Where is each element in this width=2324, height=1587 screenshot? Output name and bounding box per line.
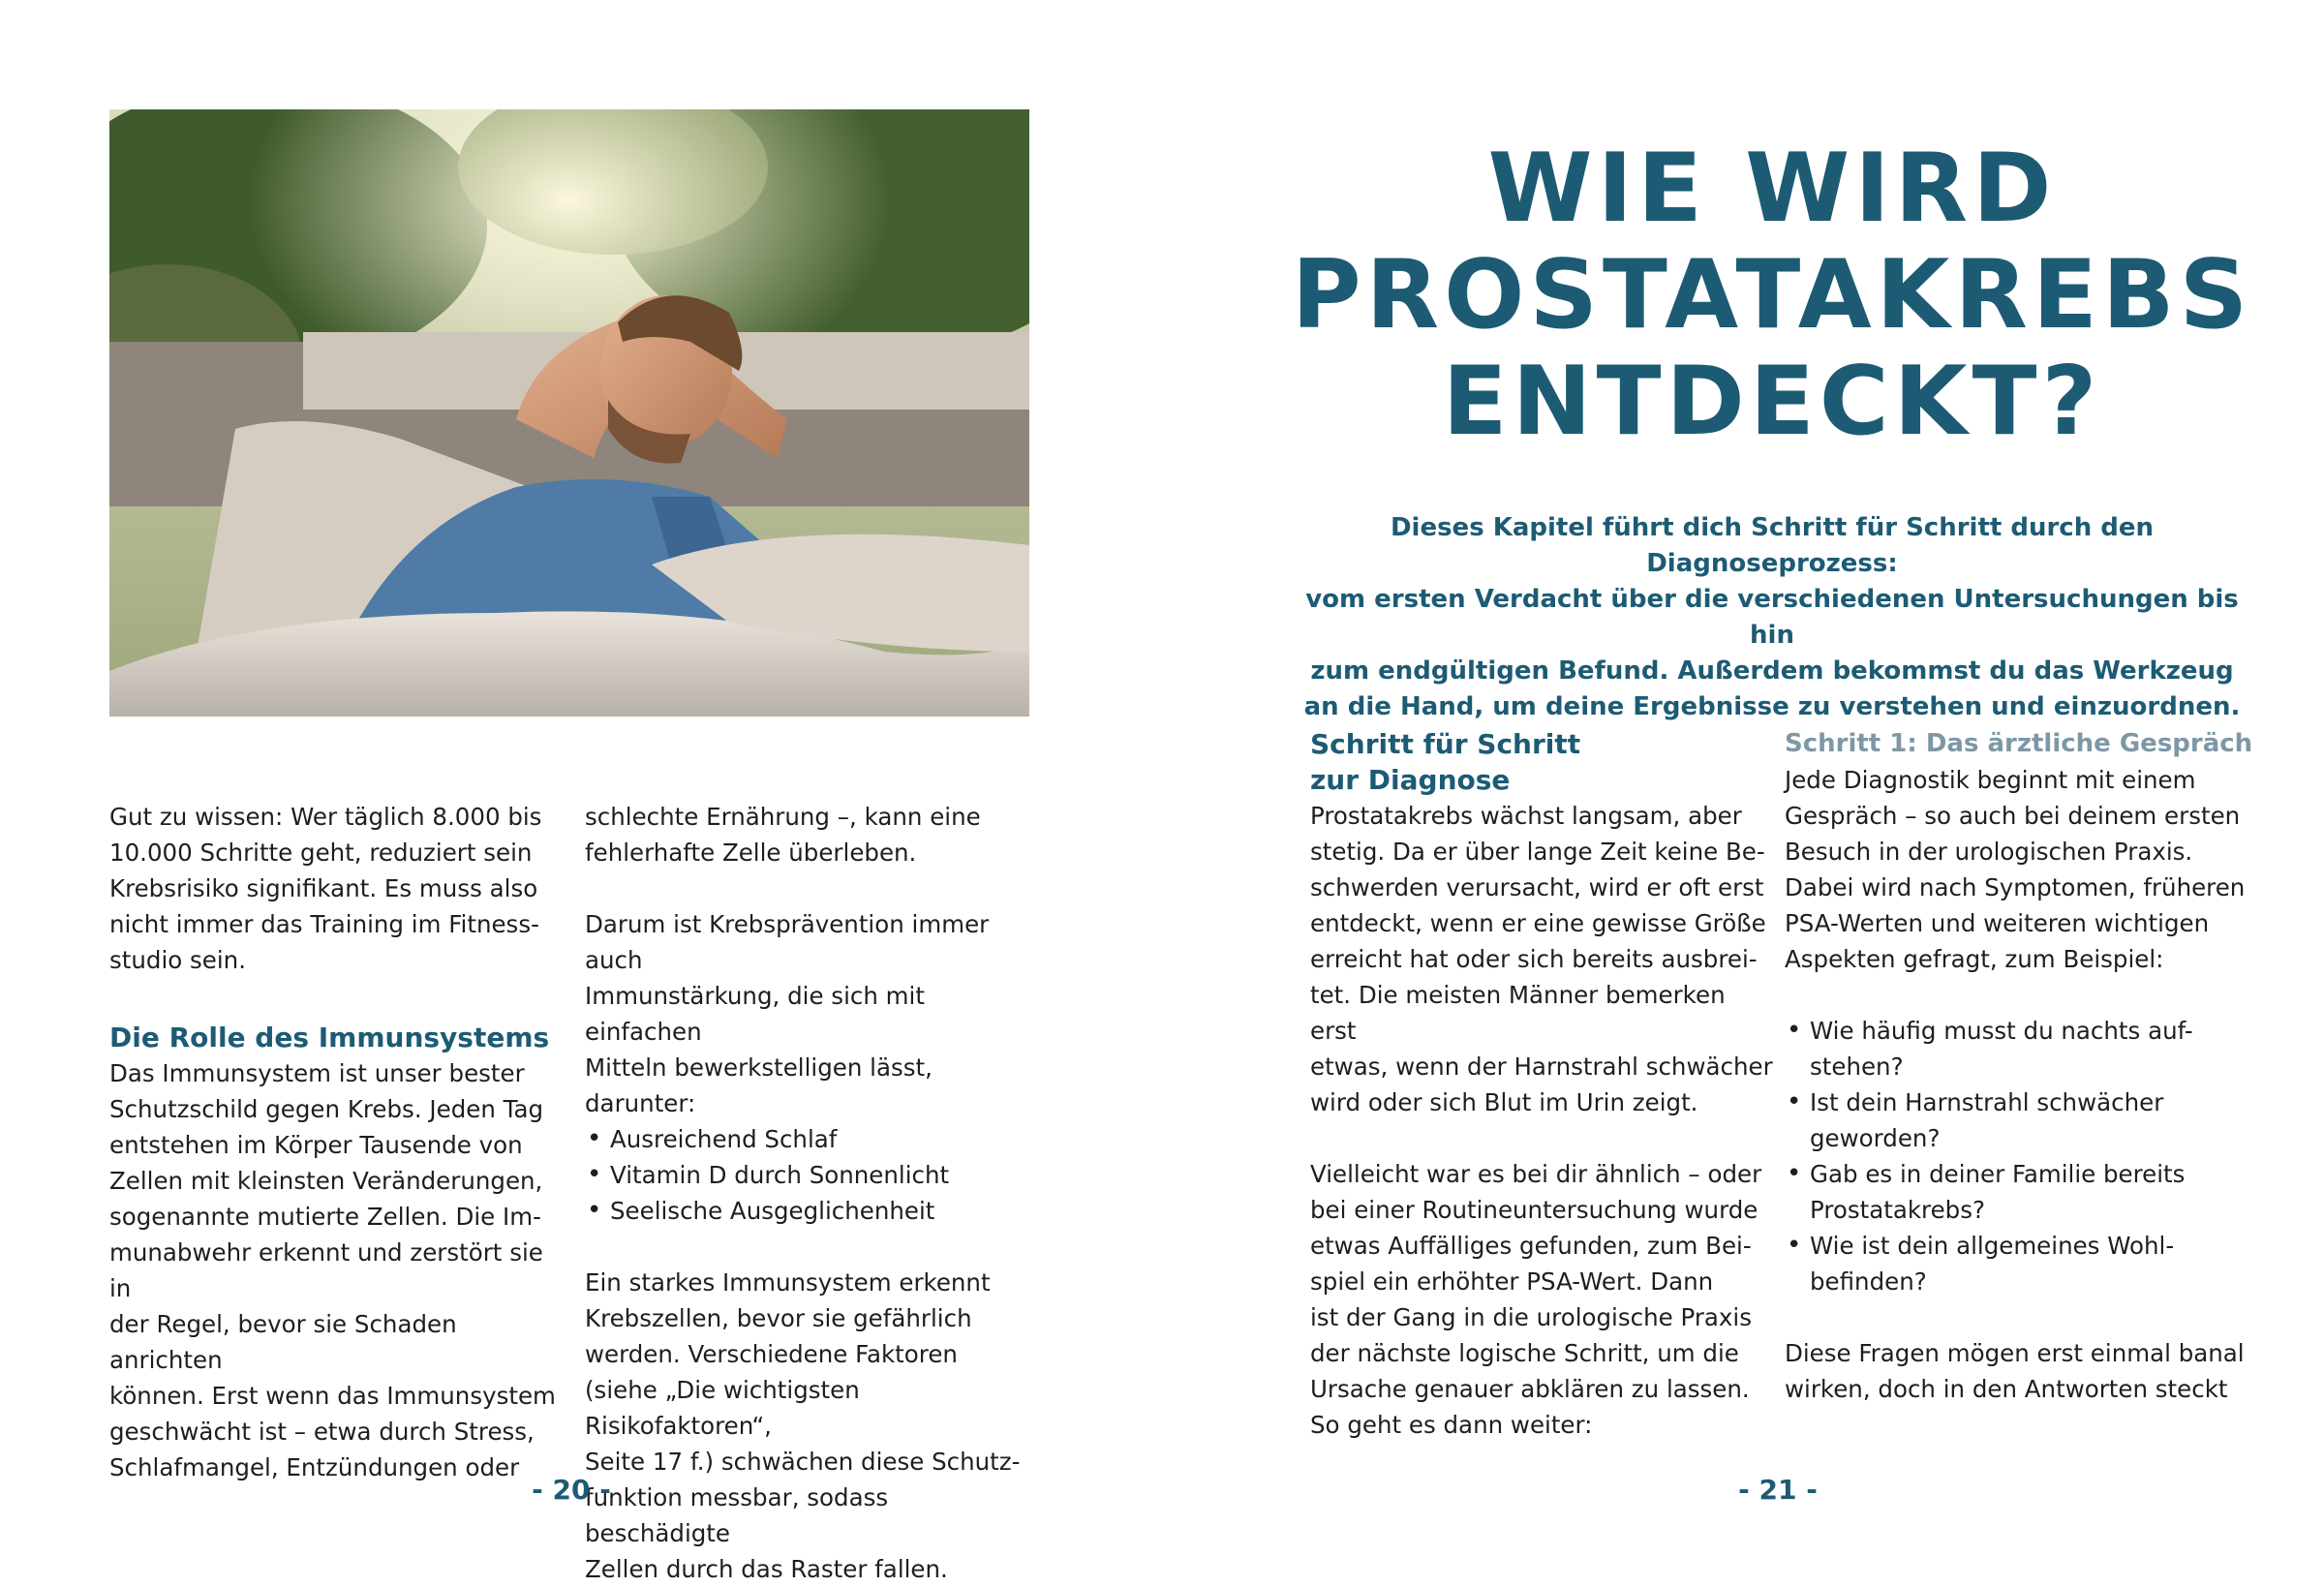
text-line: können. Erst wenn das Immunsystem	[109, 1382, 556, 1410]
photo-illustration	[109, 109, 1029, 717]
text-line: wirken, doch in den Antworten steckt	[1785, 1375, 2228, 1403]
list-item-line: Wie ist dein allgemeines Wohl-	[1810, 1232, 2175, 1260]
text-line: wird oder sich Blut im Urin zeigt.	[1310, 1088, 1698, 1116]
text-line: der nächste logische Schritt, um die	[1310, 1339, 1739, 1367]
text-line: entstehen im Körper Tausende von	[109, 1131, 523, 1159]
text-line: tet. Die meisten Männer bemerken erst	[1310, 981, 1726, 1045]
text-line: etwas Auffälliges gefunden, zum Bei-	[1310, 1232, 1752, 1260]
text-line: Prostatakrebs wächst langsam, aber	[1310, 802, 1742, 830]
text-line: der Regel, bevor sie Schaden anrichten	[109, 1310, 457, 1374]
list-item	[1785, 1084, 2269, 1156]
list-item-line: befinden?	[1810, 1267, 1927, 1296]
text-line: geschwächt ist – etwa durch Stress,	[109, 1418, 535, 1446]
text-line: Mitteln bewerkstelligen lässt, darunter:	[585, 1053, 933, 1117]
right-column-1	[1310, 726, 1775, 1443]
text-line: entdeckt, wenn er eine gewisse Größe	[1310, 909, 1766, 937]
list-item	[1785, 1156, 2269, 1228]
text-line: etwas, wenn der Harnstrahl schwächer	[1310, 1053, 1773, 1081]
text-line: Zellen durch das Raster fallen.	[585, 1555, 948, 1583]
list-item-line: Wie häufig musst du nachts auf-	[1810, 1017, 2193, 1045]
text-line: Immunstärkung, die sich mit einfachen	[585, 982, 925, 1046]
text-line: Das Immunsystem ist unser bester	[109, 1059, 525, 1087]
text-line: studio sein.	[109, 946, 246, 974]
intro-line: zum endgültigen Befund. Außerdem bekommst du das Werkzeug	[1310, 656, 2234, 686]
text-line: Gespräch – so auch bei deinem ersten	[1785, 802, 2241, 830]
text-line: fehlerhafte Zelle überleben.	[585, 839, 917, 867]
section-heading-immunsystem: Die Rolle des Immunsystems	[109, 1022, 550, 1053]
text-line: PSA-Werten und weiteren wichtigen	[1785, 909, 2210, 937]
photo-relaxing-man	[109, 109, 1029, 717]
text-line: werden. Verschiedene Faktoren	[585, 1340, 958, 1368]
intro-line: Dieses Kapitel führt dich Schritt für Schritt durch den Diagnoseprozess:	[1390, 513, 2155, 578]
text-line: spiel ein erhöhter PSA-Wert. Dann	[1310, 1267, 1714, 1296]
bullet-list-questions	[1785, 1013, 2269, 1299]
page-number-right: - 21 -	[1738, 1474, 1818, 1506]
list-item-line: Gab es in deiner Familie bereits	[1810, 1160, 2186, 1188]
text-line: sogenannte mutierte Zellen. Die Im-	[109, 1203, 541, 1231]
text-line: (siehe „Die wichtigsten Risikofaktoren“,	[585, 1376, 860, 1440]
intro-line: an die Hand, um deine Ergebnisse zu verstehen und einzuordnen.	[1303, 692, 2241, 721]
text-line: Seite 17 f.) schwächen diese Schutz-	[585, 1448, 1021, 1476]
text-line: Schlafmangel, Entzündungen oder	[109, 1453, 520, 1481]
text-line: erreicht hat oder sich bereits ausbrei-	[1310, 945, 1758, 973]
text-line: Ein starkes Immunsystem erkennt	[585, 1268, 991, 1297]
text-line: So geht es dann weiter:	[1310, 1411, 1593, 1439]
left-column-1	[109, 799, 565, 1485]
text-line: munabwehr erkennt und zerstört sie in	[109, 1238, 543, 1302]
list-item-line: Ist dein Harnstrahl schwächer	[1810, 1088, 2164, 1116]
text-line: Jede Diagnostik beginnt mit einem	[1785, 766, 2196, 794]
text-line: nicht immer das Training im Fitness-	[109, 910, 539, 938]
list-item-line: geworden?	[1810, 1124, 1941, 1152]
right-column-2	[1785, 726, 2269, 1407]
text-line: Schutzschild gegen Krebs. Jeden Tag	[109, 1095, 544, 1123]
text-line: Krebszellen, bevor sie gefährlich	[585, 1304, 972, 1332]
list-item-line: Prostatakrebs?	[1810, 1196, 1985, 1224]
text-line: Aspekten gefragt, zum Beispiel:	[1785, 945, 2164, 973]
text-line: Gut zu wissen: Wer täglich 8.000 bis	[109, 803, 542, 831]
text-line: schwerden verursacht, wird er oft erst	[1310, 873, 1764, 901]
text-line: ist der Gang in die urologische Praxis	[1310, 1303, 1752, 1331]
left-column-2	[585, 799, 1040, 1587]
page-number-left: - 20 -	[532, 1474, 611, 1506]
list-item	[1785, 1228, 2269, 1299]
text-line: Darum ist Krebsprävention immer auch	[585, 910, 990, 974]
section-heading-line: zur Diagnose	[1310, 764, 1511, 796]
list-item	[1785, 1013, 2269, 1084]
title-line: ENTDECKT?	[1442, 347, 2102, 457]
list-item: • Ausreichend Schlaf	[585, 1121, 1040, 1157]
text-line: bei einer Routineuntersuchung wurde	[1310, 1196, 1758, 1224]
section-heading-line: Schritt für Schritt	[1310, 728, 1581, 760]
text-line: Besuch in der urologischen Praxis.	[1785, 838, 2193, 866]
bullet-list-immunity	[585, 1121, 1040, 1229]
left-page	[0, 0, 1162, 1583]
text-line: Diese Fragen mögen erst einmal banal	[1785, 1339, 2245, 1367]
list-item-line: stehen?	[1810, 1053, 1904, 1081]
text-line: schlechte Ernährung –, kann eine	[585, 803, 981, 831]
text-line: Vielleicht war es bei dir ähnlich – oder	[1310, 1160, 1762, 1188]
title-line: PROSTATAKREBS	[1291, 240, 2253, 351]
title-line: WIE WIRD	[1487, 134, 2057, 244]
text-line: Krebsrisiko signifikant. Es muss also	[109, 874, 538, 902]
text-line: stetig. Da er über lange Zeit keine Be-	[1310, 838, 1765, 866]
chapter-intro	[1288, 510, 2256, 725]
text-line: funktion messbar, sodass beschädigte	[585, 1483, 889, 1547]
text-line: 10.000 Schritte geht, reduziert sein	[109, 839, 533, 867]
list-item: • Seelische Ausgeglichenheit	[585, 1193, 1040, 1229]
section-heading-step1: Schritt 1: Das ärztliche Gespräch	[1785, 729, 2253, 758]
text-line: Zellen mit kleinsten Veränderungen,	[109, 1167, 543, 1195]
text-line: Ursache genauer abklären zu lassen.	[1310, 1375, 1750, 1403]
chapter-title	[1201, 136, 2324, 455]
list-item: • Vitamin D durch Sonnenlicht	[585, 1157, 1040, 1193]
text-line: Dabei wird nach Symptomen, früheren	[1785, 873, 2246, 901]
intro-line: vom ersten Verdacht über die verschiedenen Untersuchungen bis hin	[1305, 585, 2239, 650]
